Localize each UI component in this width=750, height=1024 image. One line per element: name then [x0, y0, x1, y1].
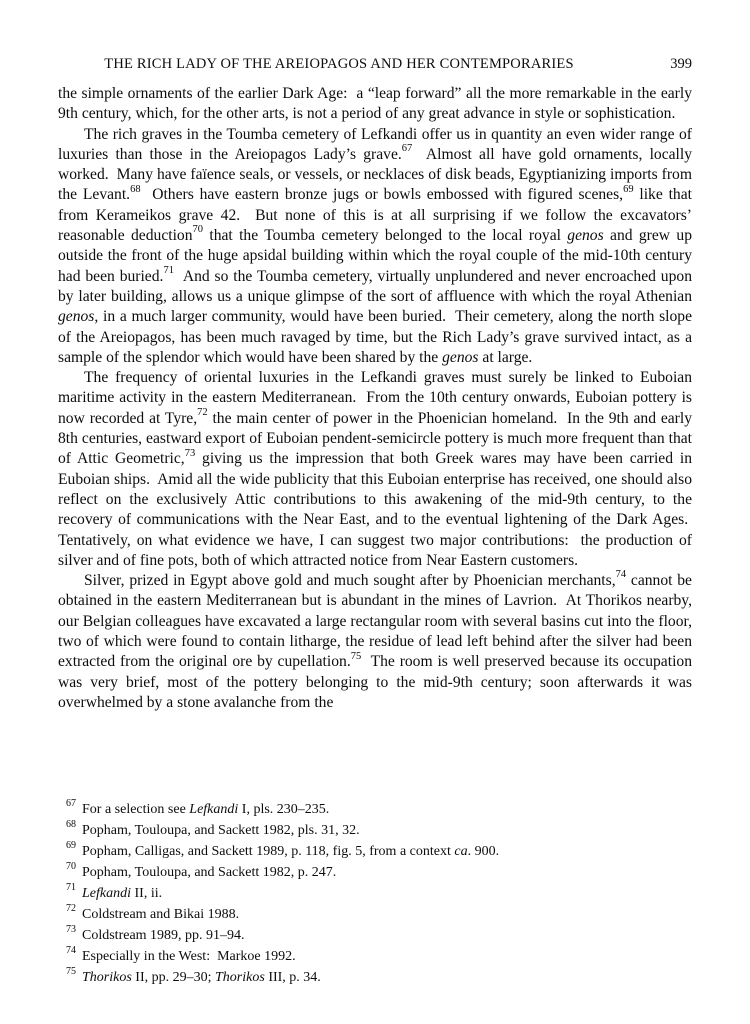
footnote-number: 70 [66, 861, 76, 873]
italic-text: genos [58, 308, 95, 326]
italic-text: Thorikos [215, 970, 265, 985]
text-run: Especially in the West: Markoe 1992. [82, 949, 296, 964]
footnote-number: 74 [66, 945, 76, 957]
footnote-ref: 73 [184, 447, 196, 459]
italic-text: genos [567, 227, 604, 245]
text-run: like that from Kerameikos grave 42. But none of this is at all surprising if we follow the excavators’ reasonable deduction [58, 186, 692, 245]
text-run: The frequency of oriental luxuries in the Lefkandi graves must surely be linked to Euboian maritime activity in the eastern Mediterranean. From the 10th century onwards, Euboian pottery is now recorded at Tyre, [58, 369, 692, 427]
paragraph [58, 571, 692, 713]
running-head [58, 55, 692, 73]
footnote-number: 72 [66, 903, 76, 915]
text-run: . 900. [467, 844, 500, 859]
paragraph [58, 125, 692, 369]
text-run: cannot be obtained in the eastern Mediterranean but is abundant in the mines of Lavrion. At Thorikos nearby, our Belgian colleagues have excavated a large rectangular room with several basins cut into the floor, two of which were found to contain litharge, the residue of lead left behind after the silver had been extracted from the original ore by cupellation. [58, 572, 692, 671]
text-run: The room is well preserved because its occupation was very brief, most of the pottery belonging to the mid-9th century; soon afterwards it was overwhelmed by a stone avalanche from the [58, 653, 692, 711]
footnote [58, 967, 692, 988]
text-run: And so the Toumba cemetery, virtually unplundered and never encroached upon by later building, allows us a unique glimpse of the sort of affluence with which the royal Athenian [58, 267, 692, 305]
footnote [58, 904, 692, 925]
footnote-number: 73 [66, 924, 76, 936]
text-run: the main center of power in the Phoenician homeland. In the 9th and early 8th centuries, eastward export of Euboian pendent-semicircle pottery is much more frequent than that of Attic Geometric, [58, 409, 692, 468]
running-head-title: THE RICH LADY OF THE AREIOPAGOS AND HER CONTEMPORARIES [104, 56, 574, 72]
footnote [58, 883, 692, 904]
footnote-ref: 68 [130, 183, 141, 195]
text-run: Silver, prized in Egypt above gold and much sought after by Phoenician merchants, [84, 572, 616, 590]
footnote-number: 75 [66, 966, 76, 978]
footnote-ref: 75 [350, 650, 362, 662]
footnote-number: 69 [66, 840, 76, 852]
footnotes [58, 799, 692, 988]
text-run: II, ii. [131, 886, 163, 901]
footnote [58, 820, 692, 841]
footnote [58, 799, 692, 820]
text-run: II, pp. 29–30; [131, 970, 216, 985]
text-run: , in a much larger community, would have been buried. Their cemetery, along the north slope of the Areiopagos, has been much ravaged by time, but the Rich Lady’s grave survived intact, as a sample of the splendor which would have been shared by the [58, 308, 692, 366]
text-run: Coldstream 1989, pp. 91–94. [82, 928, 245, 943]
text-run: III, p. 34. [264, 970, 321, 985]
italic-text: Lefkandi [82, 886, 131, 901]
text-run: For a selection see [82, 802, 190, 817]
paragraph [58, 368, 692, 571]
text-run: Popham, Calligas, and Sackett 1989, p. 118, fig. 5, from a context [82, 844, 455, 859]
page-number: 399 [670, 56, 692, 72]
footnote-ref: 69 [623, 183, 634, 195]
text-run: that the Toumba cemetery belonged to the local royal [203, 227, 568, 245]
italic-text: genos [442, 348, 479, 366]
text-run: the simple ornaments of the earlier Dark Age: a “leap forward” all the more remarkable in the early 9th century, which, for the other arts, is not a period of any great advance in style or sophistication. [58, 85, 692, 123]
italic-text: Thorikos [82, 970, 132, 985]
footnote [58, 862, 692, 883]
text-run: The rich graves in the Toumba cemetery of Lefkandi offer us in quantity an even wider range of luxuries than those in the Areiopagos Lady’s grave. [58, 125, 692, 163]
italic-text: Lefkandi [189, 802, 239, 817]
text-run: Almost all have gold ornaments, locally worked. Many have faïence seals, or vessels, or necklaces of disk beads, Egyptianizing imports from the Levant. [58, 145, 693, 204]
body-text [58, 84, 692, 713]
text-run: giving us the impression that both Greek wares may have been carried in Euboian ships. Amid all the wide publicity that this Euboian enterprise has received, one should also reflect on the exclusively Attic contributions to this awakening of the mid-9th century, to the recovery of communications with the Near East, and to the eventual lightening of the Dark Ages. Tentatively, on what evidence we have, I can suggest two major contributions: the production of silver and of fine pots, both of which attracted notice from Near Eastern customers. [58, 450, 692, 569]
footnote-number: 67 [66, 798, 76, 810]
text-run: and grew up outside the front of the huge apsidal building within which the royal couple of the mid-10th century had been buried. [58, 227, 692, 285]
footnote-ref: 74 [615, 569, 627, 581]
footnote-ref: 71 [163, 264, 174, 276]
footnote [58, 925, 692, 946]
italic-text: ca [454, 844, 468, 859]
paragraph [58, 84, 692, 125]
footnote-ref: 67 [401, 143, 413, 155]
footnote-ref: 72 [197, 407, 208, 419]
footnote-number: 68 [66, 819, 76, 831]
text-run: I, pls. 230–235. [238, 802, 330, 817]
text-run: Others have eastern bronze jugs or bowls embossed with figured scenes, [140, 186, 624, 204]
footnote-number: 71 [66, 882, 76, 894]
text-run: Popham, Touloupa, and Sackett 1982, pls. 31, 32. [82, 823, 360, 838]
text-run: at large. [478, 348, 533, 366]
text-run: Coldstream and Bikai 1988. [82, 907, 240, 922]
footnote [58, 841, 692, 862]
footnote [58, 946, 692, 967]
text-run: Popham, Touloupa, and Sackett 1982, p. 247. [82, 865, 337, 880]
footnote-ref: 70 [192, 224, 204, 236]
